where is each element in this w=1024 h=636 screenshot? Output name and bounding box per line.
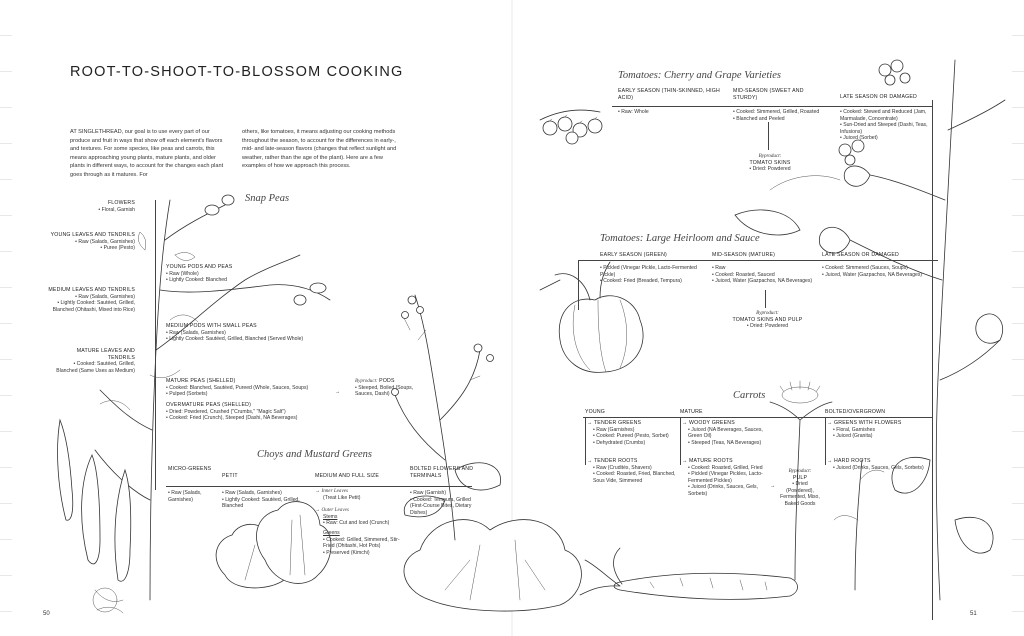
pea-young-pods-item-0: • Raw (Whole) <box>166 271 266 278</box>
carrots-mature-roots-label: MATURE ROOTS <box>689 458 733 464</box>
carrots-bolted-roots-label: HARD ROOTS <box>834 458 871 464</box>
pea-young-leaves-text-0: Raw (Salads, Garnishes) <box>78 238 135 245</box>
right-vertical-rule <box>932 100 933 620</box>
carrots-young-roots-item-0: • Raw (Crudités, Shavers) <box>593 465 679 472</box>
heirloom-col-mid: MID-SEASON (MATURE) <box>712 252 776 258</box>
carrots-col-bolted: BOLTED/OVERGROWN <box>825 409 886 415</box>
cherry-heading: Tomatoes: Cherry and Grape Varieties <box>618 70 781 81</box>
carrots-young-greens-item-0: • Raw (Garnishes) <box>593 427 679 434</box>
cherry-byproduct-connector <box>768 122 769 150</box>
carrots-byproduct-prefix: Byproduct: <box>788 468 812 474</box>
carrots-bolted-axis <box>825 417 826 465</box>
pea-young-leaves-text-1: Puree (Pesto) <box>103 245 135 252</box>
heirloom-early-item-0: • Pickled (Vinegar Pickle, Lacto-Fermented Pickle) <box>600 265 705 278</box>
carrots-rule <box>583 417 933 418</box>
page-number-left: 50 <box>43 611 50 617</box>
heirloom-late-item-1: • Juiced, Water (Gazpachos, NA Beverages) <box>822 272 932 279</box>
heirloom-heading: Tomatoes: Large Heirloom and Sauce <box>600 233 760 244</box>
cherry-col-mid: MID-SEASON (SWEET AND STURDY) <box>733 88 804 101</box>
carrots-byproduct-item-0: • Dried (Powdered), Fermented, Miso, Baked Goods <box>780 481 820 507</box>
carrots-bolted-roots-item-0: • Juiced (Drinks, Sauces, Gels, Sorbets) <box>833 465 931 472</box>
pea-medium-pods-label: MEDIUM PODS WITH SMALL PEAS <box>166 323 257 329</box>
choys-bolted-list <box>410 490 472 516</box>
carrots-mature-greens: → WOODY GREENS • Juiced (NA Beverages, Sauces, Green Oil) • Steeped (Teas, NA Beverages) <box>682 420 772 446</box>
carrots-mature-axis <box>680 417 681 465</box>
carrots-bolted-greens: → GREENS WITH FLOWERS • Floral, Garnishes • Juiced (Granita) <box>827 420 931 440</box>
carrots-bolted-greens-label: GREENS WITH FLOWERS <box>834 420 902 426</box>
pea-mature-leaves-label: MATURE LEAVES AND TENDRILS <box>76 348 135 361</box>
heirloom-col-early: EARLY SEASON (GREEN) <box>600 252 667 258</box>
carrots-young-roots-label: TENDER ROOTS <box>593 458 638 464</box>
choys-medium-block: → Inner Leaves (Treat Like Petit) → Outer Leaves Stems • Raw: Cut and Iced (Crunch) Greens • Cooked: Grilled, Simmered, Stir-Fried (Ohitashi, Hot Pots) • Preserved (Kimchi) <box>315 488 407 556</box>
choys-col-micro: MICRO-GREENS <box>168 466 212 472</box>
choys-outer-label: Outer Leaves <box>321 507 349 514</box>
pea-mature-peas-item-1: • Pulped (Sorbets) <box>166 391 341 398</box>
carrots-mature-greens-item-0: • Juiced (NA Beverages, Sauces, Green Oil) <box>688 427 772 440</box>
heirloom-mid-list <box>712 265 820 285</box>
pea-medium-pods-item-1: • Lightly Cooked: Sautéed, Grilled, Blanched (Served Whole) <box>166 336 356 343</box>
pea-mature-leaves-text-0: Cooked: Sautéed, Grilled, Blanched (Same Uses as Medium) <box>56 361 135 374</box>
carrots-byproduct <box>780 468 820 508</box>
choys-col-bolted: BOLTED FLOWERS AND TERMINALS <box>410 466 474 479</box>
heirloom-byproduct-prefix: Byproduct: <box>756 310 779 316</box>
pea-byproduct-arrow: → <box>335 389 341 395</box>
choys-greens-item-0: • Cooked: Grilled, Simmered, Stir-Fried (Ohitashi, Hot Pots) <box>323 537 407 550</box>
cherry-late-item-2: • Juiced (Sorbet) <box>840 135 932 142</box>
carrots-mature-roots-item-0: • Cooked: Roasted, Grilled, Fried <box>688 465 774 472</box>
intro-paragraph-1: AT SINGLETHREAD, our goal is to use every part of our produce and fruit in ways that show off each element's flavors and textures. For some species, like peas and carrots, this means approaching young plants, mature plants, and older plants in different ways, to account for the changes each plant goes through as it matures. For <box>70 129 224 178</box>
cherry-late-item-0: • Cooked: Stewed and Reduced (Jam, Marmalade, Concentrate) <box>840 109 932 122</box>
carrots-young-greens-label: TENDER GREENS <box>593 420 642 426</box>
pea-young-leaves-item: • Puree (Pesto) <box>100 245 135 252</box>
pea-medium-leaves-text-1: Lightly Cooked: Sautéed, Grilled, Blanched (Ohitashi, Mixed into Rice) <box>52 300 135 313</box>
pea-medium-leaves <box>38 287 135 313</box>
pea-axis-line <box>155 200 156 490</box>
pea-mature-leaves <box>55 348 135 374</box>
choys-micro-item-0: • Raw (Salads, Garnishes) <box>168 490 216 503</box>
cherry-byproduct-item-0: • Dried: Powdered <box>735 166 805 173</box>
heirloom-col-late: LATE SEASON OR DAMAGED <box>822 252 899 258</box>
pea-medium-leaves-item: • Raw (Salads, Garnishes) <box>75 293 135 300</box>
heirloom-byproduct <box>725 310 810 330</box>
cherry-byproduct <box>735 153 805 173</box>
pea-flowers-label: FLOWERS <box>107 200 135 206</box>
pea-byproduct-label: PODS <box>379 378 395 384</box>
choys-bolted-item-0: • Raw (Garnish) <box>410 490 472 497</box>
pea-byproduct-item-0: • Steeped, Boiled (Soups, Sauces, Dashi) <box>355 385 417 398</box>
heirloom-late-item-0: • Cooked: Simmered (Sauces, Soups) <box>822 265 932 272</box>
carrots-bolted-roots: → HARD ROOTS • Juiced (Drinks, Sauces, Gels, Sorbets) <box>827 458 931 471</box>
carrots-young-axis <box>585 417 586 465</box>
carrots-col-young: YOUNG <box>585 409 606 415</box>
heirloom-late-list <box>822 265 932 278</box>
choys-stems-item-0: • Raw: Cut and Iced (Crunch) <box>323 520 407 527</box>
cherry-late-item-1: • Sun-Dried and Steeped (Dashi, Teas, Infusions) <box>840 122 932 135</box>
choys-greens-label: Greens <box>323 529 340 536</box>
pea-young-pods <box>166 264 266 284</box>
pea-byproduct <box>355 378 417 398</box>
carrots-mature-roots: → MATURE ROOTS • Cooked: Roasted, Grilled, Fried • Pickled (Vinegar Pickles, Lacto-Fermented Pickles) • Juiced (Drinks, Sauces, Gels, Sorbets) <box>682 458 774 498</box>
carrots-heading: Carrots <box>733 390 766 401</box>
cherry-mid-item-1: • Blanched and Peeled <box>733 116 838 123</box>
choys-micro-list <box>168 490 216 503</box>
choys-petit-item-1: • Lightly Cooked: Sautéed, Grilled, Blanched <box>222 497 312 510</box>
heirloom-early-item-1: • Cooked: Fried (Breaded, Tempura) <box>600 278 705 285</box>
pea-young-leaves <box>40 232 135 252</box>
heirloom-byproduct-label: TOMATO SKINS AND PULP <box>732 316 803 323</box>
choys-greens-item-1: • Preserved (Kimchi) <box>323 550 407 557</box>
pea-flowers-item: • Floral, Garnish <box>98 206 135 213</box>
cherry-byproduct-prefix: Byproduct: <box>758 153 782 159</box>
carrots-byproduct-arrow: → <box>770 483 776 489</box>
heirloom-mid-item-2: • Juiced, Water (Gazpachos, NA Beverages) <box>712 278 820 285</box>
cherry-col-early: EARLY SEASON (THIN-SKINNED, HIGH ACID) <box>618 88 720 101</box>
choys-rule <box>166 486 472 487</box>
pea-young-leaves-item: • Raw (Salads, Garnishes) <box>75 238 135 245</box>
carrots-byproduct-label: PULP <box>792 474 808 481</box>
pea-mature-peas-item-0: • Cooked: Blanched, Sautéed, Pureed (Whole, Sauces, Soups) <box>166 385 341 392</box>
cherry-mid-list <box>733 109 838 122</box>
intro-paragraph-2: others, like tomatoes, it means adjusting our cooking methods throughout the season, to account for the differences in early-, mid- and late-season flavors (changes that reflect sunlight and weather, rather than the age of the plant). Here are a few examples of how we approach this process. <box>242 129 397 170</box>
choys-petit-item-0: • Raw (Salads, Garnishes) <box>222 490 312 497</box>
heirloom-early-list <box>600 265 705 285</box>
cherry-late-list <box>840 109 932 142</box>
carrots-mature-roots-item-1: • Pickled (Vinegar Pickles, Lacto-Fermented Pickles) <box>688 471 774 484</box>
choys-stems-label: Stems <box>323 513 338 520</box>
cherry-early-item-0: • Raw: Whole <box>618 109 718 116</box>
heirloom-mid-item-1: • Cooked: Roasted, Sauced <box>712 272 820 279</box>
heirloom-byproduct-item-0: • Dried: Powdered <box>725 323 810 330</box>
heirloom-axis <box>578 260 579 310</box>
pea-medium-leaves-text-0: Raw (Salads, Garnishes) <box>78 293 135 300</box>
choys-inner-label: Inner Leaves <box>321 488 348 494</box>
carrots-mature-greens-item-1: • Steeped (Teas, NA Beverages) <box>688 440 772 447</box>
pea-mature-leaves-item: • Cooked: Sautéed, Grilled, Blanched (Same Uses as Medium) <box>56 361 135 374</box>
carrots-bolted-greens-item-0: • Floral, Garnishes <box>833 427 931 434</box>
carrots-young-roots-item-1: • Cooked: Roasted, Fried, Blanched, Sous Vide, Simmered <box>593 471 679 484</box>
pea-flowers-text: Floral, Garnish <box>101 206 135 213</box>
pea-byproduct-prefix: Byproduct: <box>355 378 378 384</box>
carrots-bolted-greens-item-1: • Juiced (Granita) <box>833 433 931 440</box>
cherry-mid-item-0: • Cooked: Simmered, Grilled, Roasted <box>733 109 838 116</box>
pea-young-pods-item-1: • Lightly Cooked: Blanched <box>166 277 266 284</box>
carrots-young-greens: → TENDER GREENS • Raw (Garnishes) • Cooked: Pureed (Pesto, Sorbet) • Dehydrated (Crumbs) <box>587 420 679 446</box>
carrots-young-roots: → TENDER ROOTS • Raw (Crudités, Shavers) • Cooked: Roasted, Fried, Blanched, Sous Vide, Simmered <box>587 458 679 484</box>
choys-petit-list <box>222 490 312 510</box>
carrots-young-greens-item-1: • Cooked: Pureed (Pesto, Sorbet) <box>593 433 679 440</box>
pea-medium-pods-item-0: • Raw (Salads, Garnishes) <box>166 330 356 337</box>
heirloom-rule <box>578 260 938 261</box>
heirloom-byproduct-connector <box>765 290 766 308</box>
pea-overmature-peas <box>166 402 346 422</box>
choys-inner-text: (Treat Like Petit) <box>323 494 361 501</box>
pea-mature-peas <box>166 378 341 398</box>
snap-peas-heading: Snap Peas <box>245 193 290 204</box>
choys-col-medium: MEDIUM AND FULL SIZE <box>315 473 380 479</box>
pea-young-leaves-label: YOUNG LEAVES AND TENDRILS <box>50 232 135 238</box>
carrots-col-mature: MATURE <box>680 409 703 415</box>
pea-medium-leaves-item: • Lightly Cooked: Sautéed, Grilled, Blanched (Ohitashi, Mixed into Rice) <box>52 300 135 313</box>
carrots-mature-roots-item-2: • Juiced (Drinks, Sauces, Gels, Sorbets) <box>688 484 774 497</box>
cherry-early-list <box>618 109 718 116</box>
carrots-young-greens-item-2: • Dehydrated (Crumbs) <box>593 440 679 447</box>
pea-overmature-peas-item-0: • Dried: Powdered, Crushed ("Crumbs," "Magic Salt") <box>166 409 346 416</box>
choys-heading: Choys and Mustard Greens <box>257 449 373 460</box>
carrots-mature-greens-label: WOODY GREENS <box>689 420 735 426</box>
page-title: ROOT-TO-SHOOT-TO-BLOSSOM COOKING <box>70 64 404 80</box>
pea-overmature-peas-item-1: • Cooked: Fried (Crunch), Steeped (Dashi, NA Beverages) <box>166 415 346 422</box>
cherry-byproduct-label: TOMATO SKINS <box>749 159 791 166</box>
pea-medium-leaves-label: MEDIUM LEAVES AND TENDRILS <box>48 287 135 293</box>
pea-young-pods-label: YOUNG PODS AND PEAS <box>166 264 233 270</box>
page-number-right: 51 <box>970 611 977 617</box>
pea-mature-peas-label: MATURE PEAS (SHELLED) <box>166 378 236 384</box>
choys-bolted-item-1: • Cooked: Tempura, Grilled (First-Course Bites, Dietary Dishes) <box>410 497 472 517</box>
cherry-col-late: LATE SEASON OR DAMAGED <box>840 94 917 100</box>
heirloom-mid-item-0: • Raw <box>712 265 820 272</box>
pea-medium-pods <box>166 323 356 343</box>
pea-overmature-peas-label: OVERMATURE PEAS (SHELLED) <box>166 402 252 408</box>
choys-col-petit: PETIT <box>222 473 238 479</box>
cherry-rule <box>612 106 932 107</box>
pea-flowers <box>60 200 135 213</box>
